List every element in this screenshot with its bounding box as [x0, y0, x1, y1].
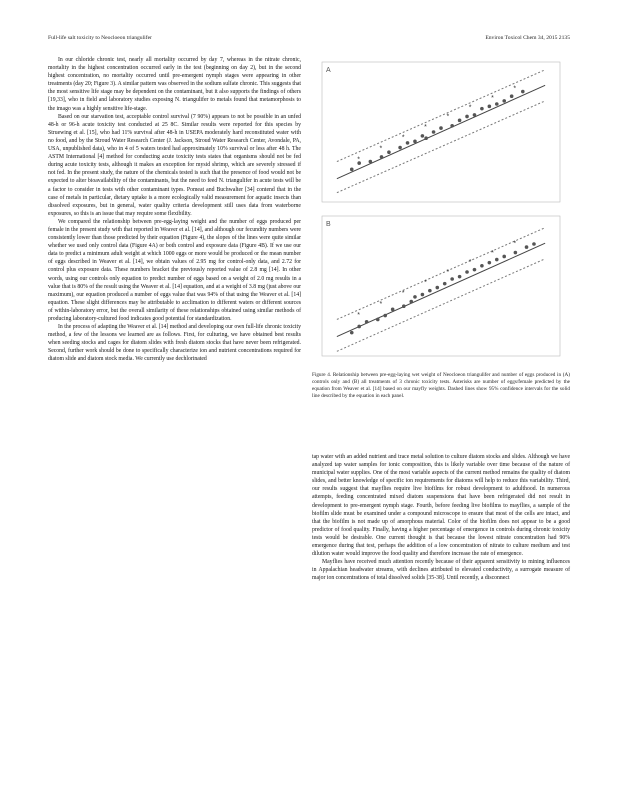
data-point [473, 268, 477, 272]
paragraph: Based on our starvation test, acceptable control survival (7 90%) appears to not be possible in an unfed 48-h or 96-h acute toxicity test conducted at 25 8C. Similar results were reported for this species by Struewing et al. [15], who had 11% survival after 48-h in USEPA moderately hard reconstituted water with no food, and by the Stroud Water Research Center (J. Jackson, Stroud Water Research Center, Avondale, PA, USA, unpublished data), who in 4 of 5 waters tested had approximately 10% survival or less after 48 h. The ASTM International [4] method for conducting acute toxicity tests states that organisms should not be fed during acute toxicity tests, although it makes an exception for mysid shrimp, which are severely stressed if not fed. In the present study, the nature of the chemicals tested is such that the presence of food would not be expected to alter bioavailability of the contaminants, but the need to feed N. triangulifer in acute tests will be a factor to consider in tests with other contaminant types. Pomeat and Buchwalter [34] contend that in the case of metals in particular, dietary uptake is a more ecologically valid measurement for aquatic insects than dissolved exposures, but in general, water quality criteria development still uses data from waterborne exposures, so this is an issue that may require some flexibility. [48, 113, 301, 217]
data-point [406, 141, 410, 145]
predicted-asterisk: * [468, 259, 472, 267]
data-point [357, 325, 361, 329]
figure-4-caption: Figure 4. Relationship between pre-egg-laying wet weight of Neocloeon triangulifer and number of eggs produced in (A) controls only and (B) all treatments of 3 chronic toxicity tests. Asterisks are number of eggs/female predicted by the equation from Weaver et al. [14] based on our mayfly weights. Dashed lines show 95% confidence intervals for the solid line described by the equation in each panel. [312, 372, 570, 399]
paragraph: In the process of adapting the Weaver et al. [14] method and developing our own full-life chronic toxicity method, a few of the lessons we learned are as follows. First, for culturing, we have obtained best results when seeding stocks and cages for diatom slides with fresh diatom stocks that have never been refrigerated. Second, further work should be done to specifically characterize ion and nutrient concentrations required for diatom slide and diatom stock media. We currently use dechlorinated [48, 324, 301, 363]
data-point [480, 107, 484, 111]
data-point [383, 314, 387, 318]
data-point [380, 155, 384, 159]
predicted-asterisk: * [379, 301, 383, 309]
regression-line [337, 85, 545, 178]
data-point [480, 264, 484, 268]
panel-label: A [326, 67, 331, 74]
data-point [432, 130, 436, 134]
right-column [312, 453, 570, 583]
data-point [465, 115, 469, 119]
ci-lower-line [337, 101, 545, 193]
predicted-asterisk: * [424, 279, 427, 287]
paragraph: In our chloride chronic test, nearly all mortality occurred by day 7, whereas in the nitrate chronic, mortality in the highest concentration occurred early in the test (beginning on day 2), but in the second highest concentration, no mortality occurred until pre-emergent nymph stages were appearing in other treatments (day 20; Figure 3). A similar pattern was observed in the sodium sulfate chronic. This suggests that the most sensitive life stage may be dependent on the contaminant, but it also supports the findings of others [19,33], who in field and laboratory studies exposing N. triangulifer to metals found that metamorphosis to the imago was a highly sensitive life-stage. [48, 57, 302, 112]
data-point [502, 99, 506, 103]
predicted-asterisk: * [491, 249, 494, 257]
predicted-asterisk: * [379, 145, 383, 153]
panel-label: B [326, 221, 331, 228]
running-header [48, 35, 570, 47]
data-point [350, 331, 354, 335]
data-point [465, 270, 469, 274]
data-point [525, 245, 529, 249]
data-point [365, 320, 369, 324]
data-point [421, 293, 425, 297]
predicted-asterisk: * [401, 134, 405, 142]
data-point [413, 295, 417, 299]
data-point [458, 119, 462, 123]
predicted-asterisk: * [468, 104, 472, 112]
predicted-asterisk: * [513, 240, 517, 248]
predicted-asterisk: * [401, 290, 405, 298]
data-point [521, 90, 525, 94]
data-point [443, 282, 447, 286]
figure-4-plots [312, 56, 570, 366]
data-point [514, 251, 518, 255]
paragraph: tap water with an added nutrient and trace metal solution to culture diatom stocks and slides. Although we have analyzed tap water samples for ionic composition, this is likely variable over time because of the nature of municipal water supplies. One of the most variable aspects of the current method remains the quality of diatom slides, and better knowledge of specific ion requirements for diatoms will help to reduce this variability. Third, our results suggest that mayflies require live biofilms for robust development to adulthood. In numerous attempts, feeding concentrated mixed diatom suspensions that have been refrigerated did not result in development to pre-emergent nymph stage. Fourth, before feeding live biofilms to mayflies, a sample of the biofilm slide must be examined under a compound microscope to ensure that most of the cells are intact, and that the biofilm is not made up of amorphous material. Color of the biofilm does not appear to be a good predictor of food quality. Finally, having a higher percentage of emergence in controls during chronic toxicity tests would be desirable. One current thought is that because the lowest nitrate concentration had 90% emergence during that test, perhaps the addition of a low concentration of nitrate to culture medium and test dilution water would improve the food quality and therefore increase the rate of emergence. [312, 454, 570, 558]
data-point [435, 286, 439, 290]
data-point [450, 277, 454, 281]
predicted-asterisk: * [513, 85, 517, 93]
data-point [532, 242, 536, 246]
data-point [413, 140, 417, 144]
data-point [391, 308, 395, 312]
data-point [424, 136, 428, 140]
data-point [398, 146, 402, 150]
data-point [402, 304, 406, 308]
predicted-asterisk: * [357, 156, 360, 164]
figure-4 [312, 56, 570, 366]
paragraph: Mayflies have received much attention recently because of their apparent sensitivity to mining influences in Appalachian headwater streams, with declines attributed to elevated conductivity, a surrogate measure of major ion concentrations of total dissolved solids [35-38]. Until recently, a disconnect [312, 559, 570, 582]
data-point [376, 318, 380, 322]
data-point [387, 150, 391, 154]
ci-lower-line [337, 259, 545, 352]
data-point [439, 126, 443, 130]
data-point [502, 255, 506, 259]
predicted-asterisk: * [491, 95, 494, 102]
data-point [488, 261, 492, 265]
data-point [473, 113, 477, 117]
running-header-citation: Environ Toxicol Chem 34, 2015 2135 [485, 35, 570, 41]
data-point [510, 94, 514, 98]
predicted-asterisk: * [357, 312, 360, 319]
running-header-title: Full-life salt toxicity to Neocloeon triangulifer [48, 35, 152, 41]
data-point [450, 124, 454, 128]
ci-upper-line [337, 70, 545, 162]
data-point [495, 258, 499, 262]
data-point [369, 160, 373, 164]
data-point [428, 289, 432, 293]
data-point [458, 275, 462, 279]
data-point [495, 102, 499, 106]
predicted-asterisk: * [424, 123, 427, 131]
data-point [350, 168, 354, 172]
data-point [421, 134, 425, 138]
predicted-asterisk: * [446, 113, 450, 121]
paragraph: We compared the relationship between pre-egg-laying weight and the number of eggs produced per female in the present study with that reported in Weaver et al. [14], and although our fecundity numbers were consistently lower than those predicted by their equation (Figure 4), the slopes of the lines were quite similar whether we used only control data (Figure 4A) or both control and exposure data (Figure 4B). If we use our data to predict a minimum adult weight at which 1000 eggs or more would be produced or the mean number of eggs described in Weaver et al. [14], we obtain values of 2.95 mg for control-only data, and 2.72 for control plus exposure data. These numbers bracket the previously reported value of 2.8 mg [14]. In other words, using our controls only equation to predict number of eggs based on a weight of 2.0 mg results in a value that is 80% of the result using the Weaver et al. [14] equation, and at a weight of 3.8 mg (just above our maximum), our equation produced a number of eggs value that was 94% of that using the Weaver et al. [14] equation. These slight differences may be attributable to acclimation to different waters or different sources of within-laboratory error, but the overall similarity of these relationships obtained using similar methods of producing laboratory-cultured food indicates good potential for standardization. [48, 218, 301, 322]
left-column [48, 56, 301, 364]
data-point [488, 105, 492, 109]
data-point [409, 300, 413, 304]
predicted-asterisk: * [446, 269, 450, 277]
